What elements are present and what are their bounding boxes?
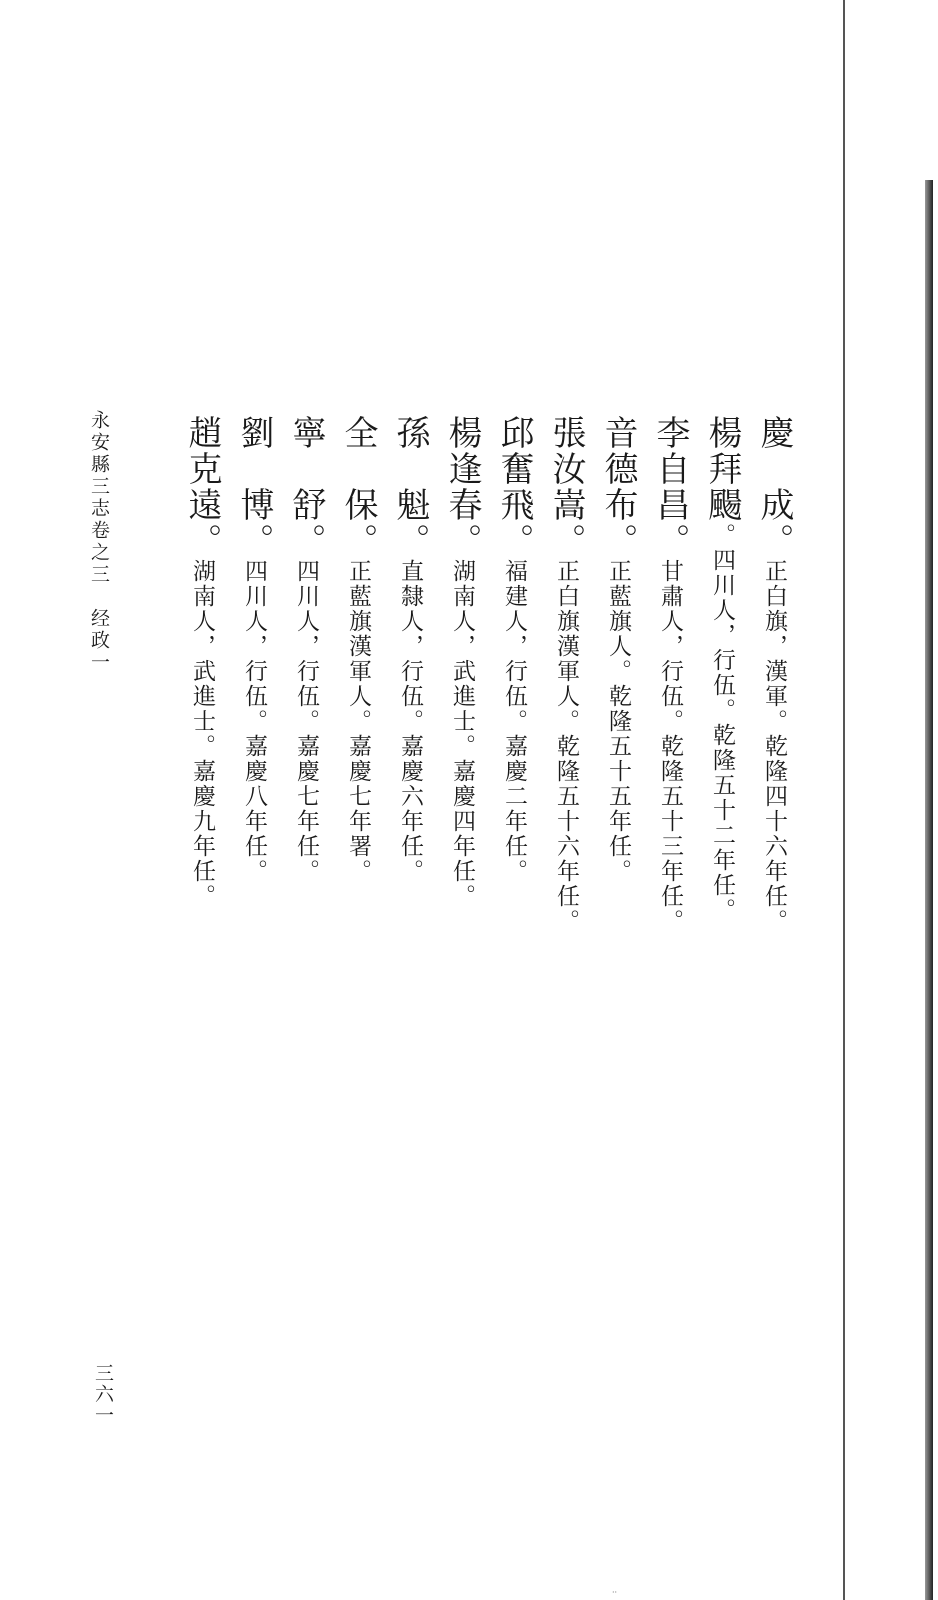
entry-note: 正白旗，漢軍。乾隆四十六年任。	[761, 559, 787, 934]
entry-note: 甘肅人，行伍。乾隆五十三年任。	[657, 559, 683, 934]
entry-note: 湖南人，武進士。嘉慶九年任。	[189, 559, 215, 909]
page-edge-line	[843, 0, 845, 1600]
scan-mark: ··	[612, 1588, 618, 1597]
entry-name: 慶 成。	[754, 415, 794, 559]
entry-note: 四川人，行伍。嘉慶八年任。	[241, 559, 267, 884]
entry-note: 。四川人，行伍。乾隆五十二年任。	[709, 523, 735, 923]
entry-9	[280, 415, 332, 975]
entry-name: 李自昌。	[650, 415, 690, 559]
entry-name: 寧 舒。	[286, 415, 326, 559]
entry-8	[332, 415, 384, 975]
entry-note: 正藍旗人。乾隆五十五年任。	[605, 559, 631, 884]
official-list	[160, 415, 800, 975]
entry-1	[696, 415, 748, 975]
entry-0	[748, 415, 800, 975]
page-number: 三六一	[92, 1363, 114, 1426]
entry-note: 正藍旗漢軍人。嘉慶七年署。	[345, 559, 371, 884]
entry-note: 直隸人，行伍。嘉慶六年任。	[397, 559, 423, 884]
entry-3	[592, 415, 644, 975]
entry-note: 四川人，行伍。嘉慶七年任。	[293, 559, 319, 884]
entry-5	[488, 415, 540, 975]
entry-name: 全 保。	[338, 415, 378, 559]
entry-name: 音德布。	[598, 415, 638, 559]
page-edge-shadow	[925, 180, 933, 1600]
entry-note: 正白旗漢軍人。乾隆五十六年任。	[553, 559, 579, 934]
entry-7	[384, 415, 436, 975]
entry-note: 湖南人，武進士。嘉慶四年任。	[449, 559, 475, 909]
entry-11	[176, 415, 228, 975]
running-head-section: 经政一	[88, 608, 110, 674]
entry-name: 劉 博。	[234, 415, 274, 559]
entry-name: 張汝嵩。	[546, 415, 586, 559]
entry-name: 楊拜颺	[702, 415, 742, 523]
entry-4	[540, 415, 592, 975]
entry-name: 趙克遠。	[182, 415, 222, 559]
entry-name: 孫 魁。	[390, 415, 430, 559]
entry-10	[228, 415, 280, 975]
running-head-title: 永安縣三志卷之三	[88, 410, 110, 586]
entry-6	[436, 415, 488, 975]
entry-2	[644, 415, 696, 975]
entry-name: 楊逢春。	[442, 415, 482, 559]
entry-name: 邱奮飛。	[494, 415, 534, 559]
entry-note: 福建人，行伍。嘉慶二年任。	[501, 559, 527, 884]
running-head	[86, 410, 113, 674]
